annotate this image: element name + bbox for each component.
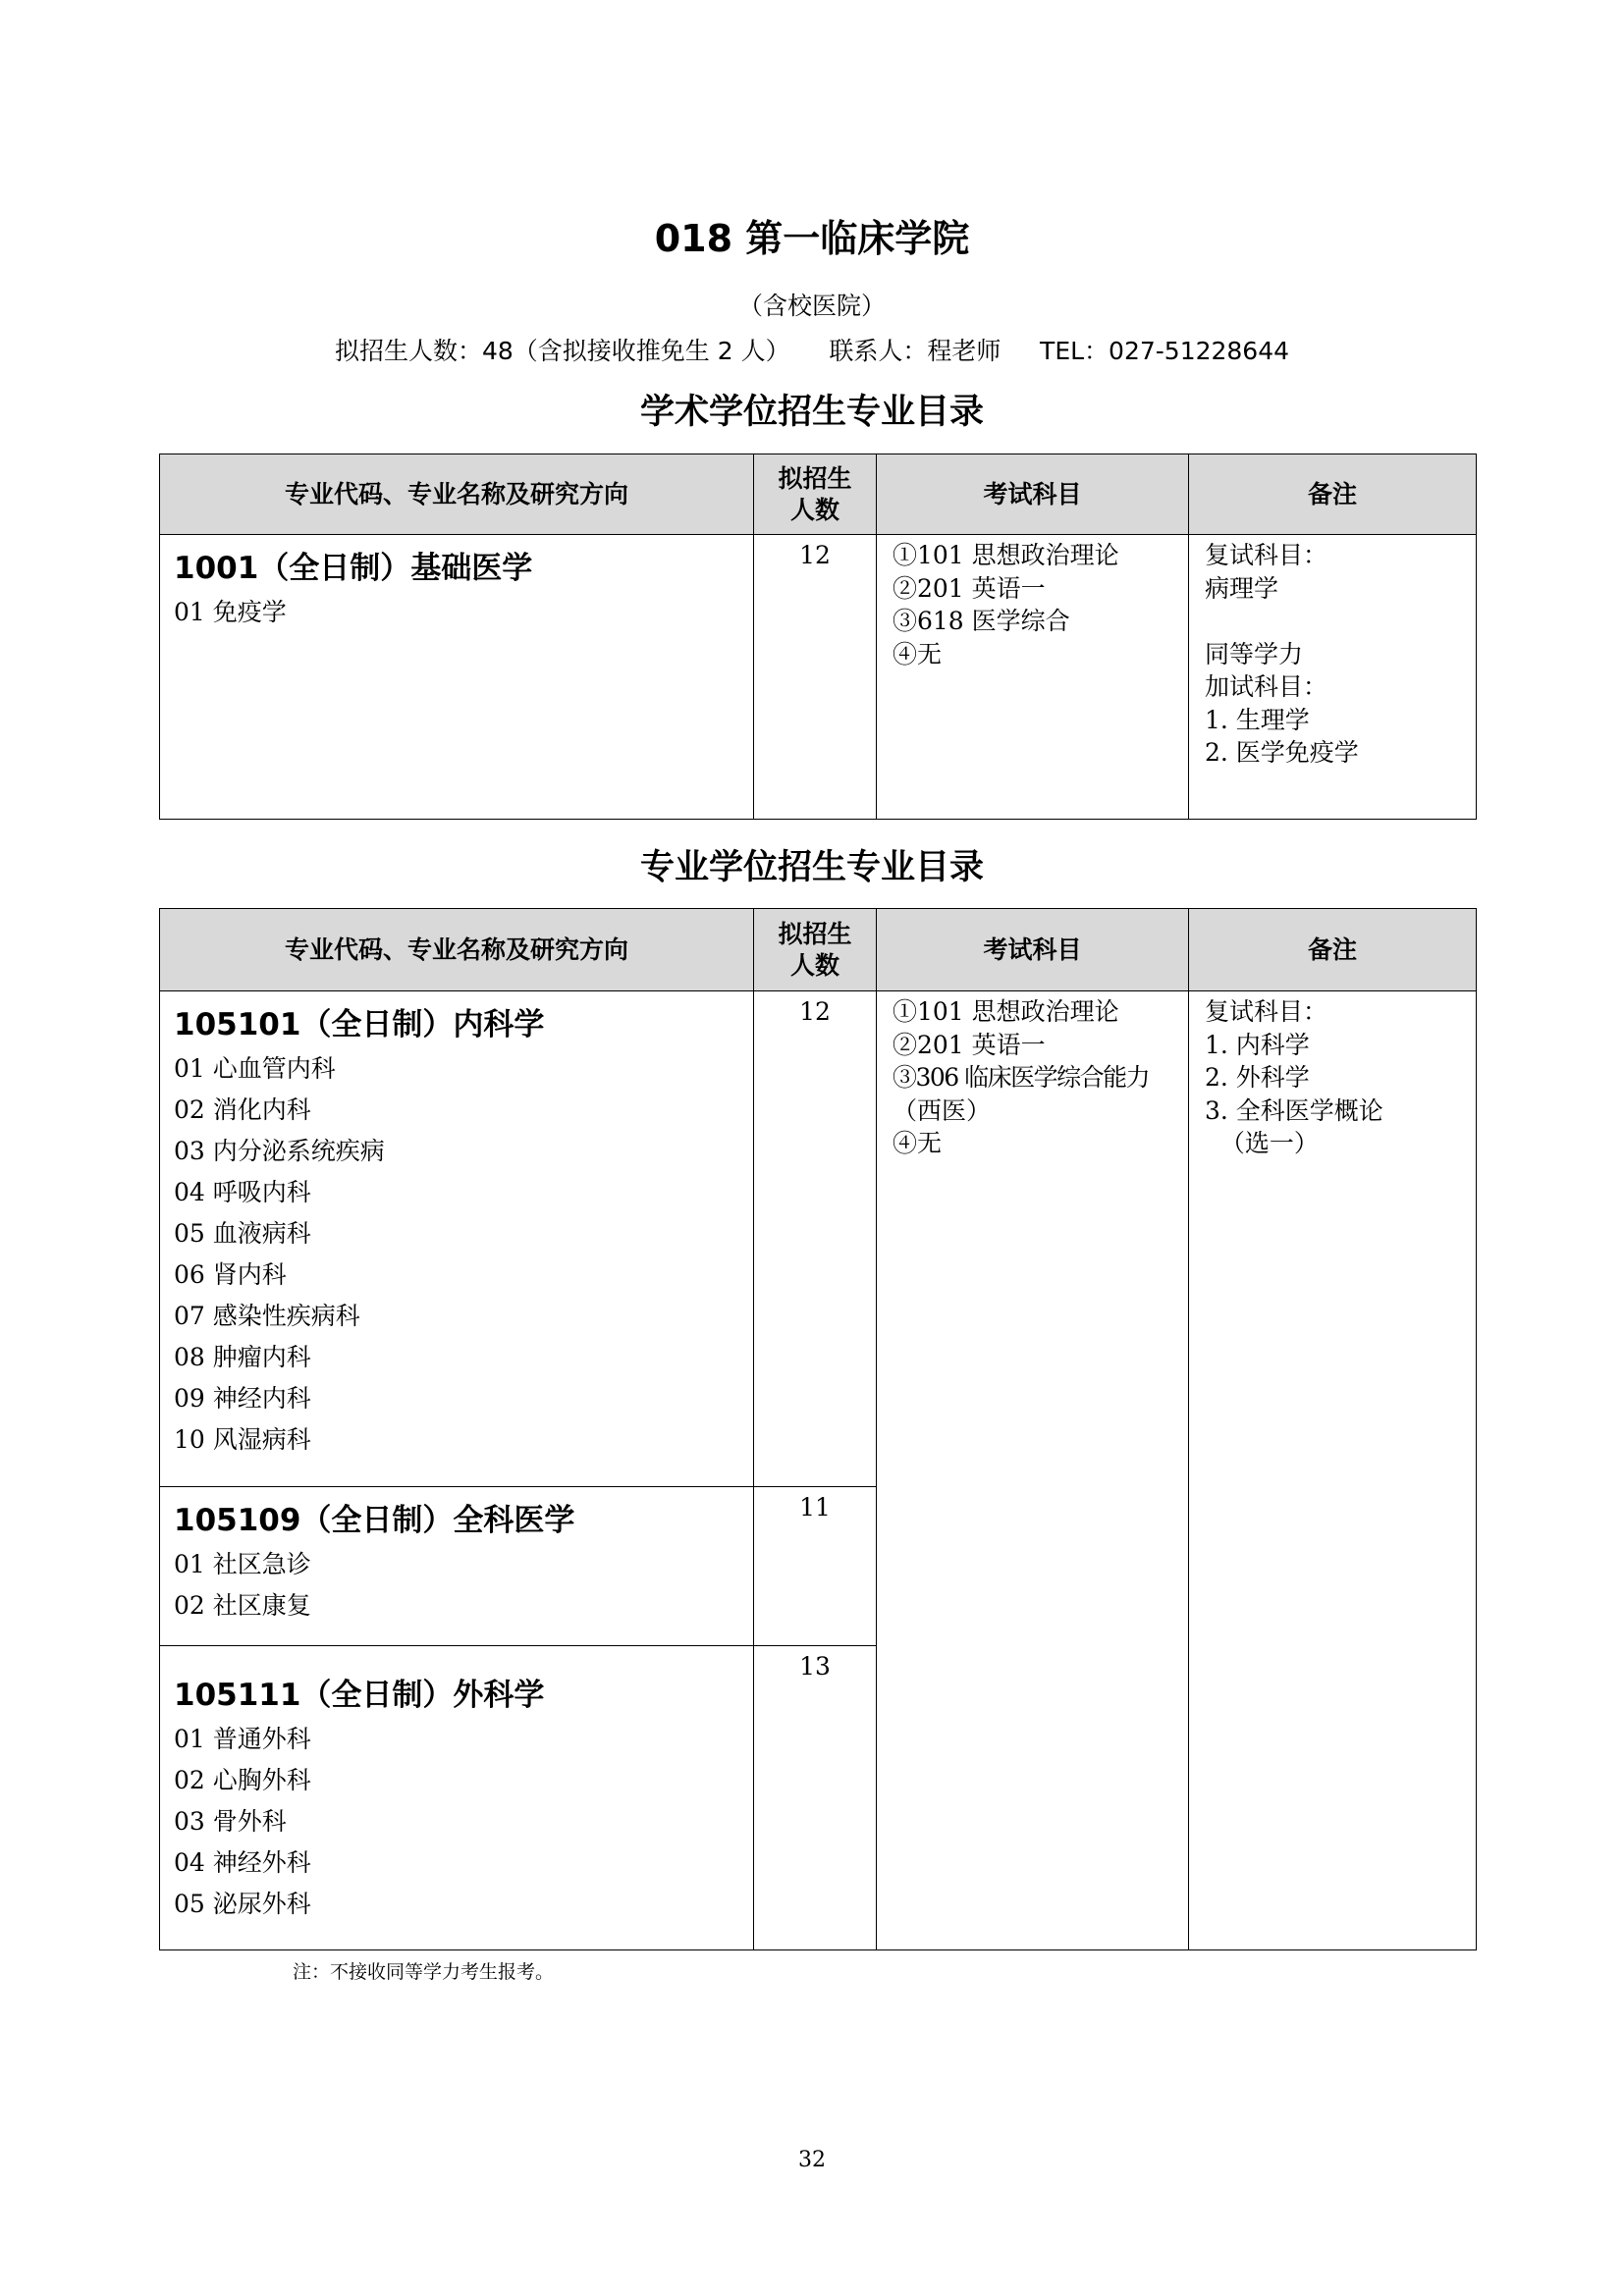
research-direction: 06 肾内科 [174, 1260, 287, 1289]
quota-cell: 13 [754, 1646, 877, 1950]
note-line: 1. 内科学 [1205, 1030, 1310, 1059]
major-title: 105111（全日制）外科学 [174, 1678, 545, 1713]
research-direction: 03 骨外科 [174, 1807, 287, 1836]
research-direction: 01 普通外科 [174, 1725, 311, 1753]
major-cell [160, 991, 754, 1487]
exam-subject: ②201 英语一 [893, 573, 1046, 603]
note-line: 2. 外科学 [1205, 1063, 1310, 1092]
professional-section-title: 专业学位招生专业目录 [639, 848, 984, 887]
major-cell [160, 1487, 754, 1646]
research-direction: 03 内分泌系统疾病 [174, 1137, 385, 1165]
table-row [160, 991, 1477, 1487]
table-header-row [160, 909, 1477, 991]
exam-subjects-cell [877, 535, 1189, 820]
quota-cell: 12 [754, 991, 877, 1487]
note-line: 2. 医学免疫学 [1205, 738, 1359, 767]
major-cell [160, 535, 754, 820]
col-header-quota: 拟招生人数 [754, 454, 877, 535]
quota-cell: 11 [754, 1487, 877, 1646]
research-direction: 05 血液病科 [174, 1219, 311, 1248]
col-header-exams: 考试科目 [877, 909, 1189, 991]
college-subtitle: （含校医院） [737, 292, 886, 320]
research-direction: 05 泌尿外科 [174, 1890, 311, 1918]
note-line: 复试科目： [1205, 997, 1328, 1026]
research-direction: 04 神经外科 [174, 1848, 311, 1877]
exam-subject: ①101 思想政治理论 [893, 541, 1119, 569]
table-row [160, 535, 1477, 820]
notes-cell [1189, 535, 1477, 820]
academic-catalog-table [159, 454, 1477, 820]
page-number: 32 [798, 2148, 826, 2172]
col-header-major: 专业代码、专业名称及研究方向 [160, 909, 754, 991]
major-title: 1001（全日制）基础医学 [174, 551, 533, 586]
note-line: 病理学 [1205, 573, 1279, 603]
research-direction: 02 社区康复 [174, 1591, 311, 1620]
exam-subject: （西医） [893, 1095, 992, 1125]
major-title: 105101（全日制）内科学 [174, 1007, 545, 1042]
notes-cell [1189, 991, 1477, 1950]
exam-subject: ①101 思想政治理论 [893, 997, 1119, 1026]
col-header-quota: 拟招生人数 [754, 909, 877, 991]
professional-catalog-table [159, 908, 1477, 1950]
note-line: 同等学力 [1205, 639, 1304, 668]
research-direction: 04 呼吸内科 [174, 1178, 311, 1206]
exam-subject: ④无 [893, 639, 943, 668]
note-line: 复试科目： [1205, 541, 1328, 569]
note-line [1205, 605, 1476, 638]
note-line: 加试科目： [1205, 672, 1328, 701]
table-header-row [160, 454, 1477, 535]
note-line: 3. 全科医学概论 [1205, 1095, 1383, 1125]
research-direction: 07 感染性疾病科 [174, 1302, 360, 1330]
research-direction: 09 神经内科 [174, 1384, 311, 1413]
major-title: 105109（全日制）全科医学 [174, 1503, 575, 1538]
research-direction: 01 免疫学 [174, 598, 287, 626]
exam-subjects-cell [877, 991, 1189, 1950]
exam-subject: ③618 医学综合 [893, 607, 1070, 635]
page-title: 018 第一临床学院 [654, 217, 970, 260]
academic-section-title: 学术学位招生专业目录 [639, 393, 984, 432]
note-line: （选一） [1205, 1129, 1319, 1157]
col-header-notes: 备注 [1189, 454, 1477, 535]
research-direction: 10 风湿病科 [174, 1425, 311, 1454]
col-header-notes: 备注 [1189, 909, 1477, 991]
research-direction: 02 消化内科 [174, 1095, 311, 1124]
exam-subject: ③306 临床医学综合能力 [893, 1063, 1150, 1092]
research-direction: 01 心血管内科 [174, 1054, 336, 1083]
exam-subject: ②201 英语一 [893, 1030, 1046, 1059]
col-header-exams: 考试科目 [877, 454, 1189, 535]
major-cell [160, 1646, 754, 1950]
col-header-major: 专业代码、专业名称及研究方向 [160, 454, 754, 535]
note-line: 1. 生理学 [1205, 705, 1310, 734]
quota-cell: 12 [754, 535, 877, 820]
footnote: 注：不接收同等学力考生报考。 [293, 1961, 555, 1983]
exam-subject: ④无 [893, 1129, 943, 1157]
research-direction: 08 肿瘤内科 [174, 1343, 311, 1371]
enrollment-info: 拟招生人数：48（含拟接收推免生 2 人） 联系人：程老师 TEL：027-51228644 [334, 337, 1290, 365]
research-direction: 02 心胸外科 [174, 1766, 311, 1794]
research-direction: 01 社区急诊 [174, 1550, 311, 1578]
